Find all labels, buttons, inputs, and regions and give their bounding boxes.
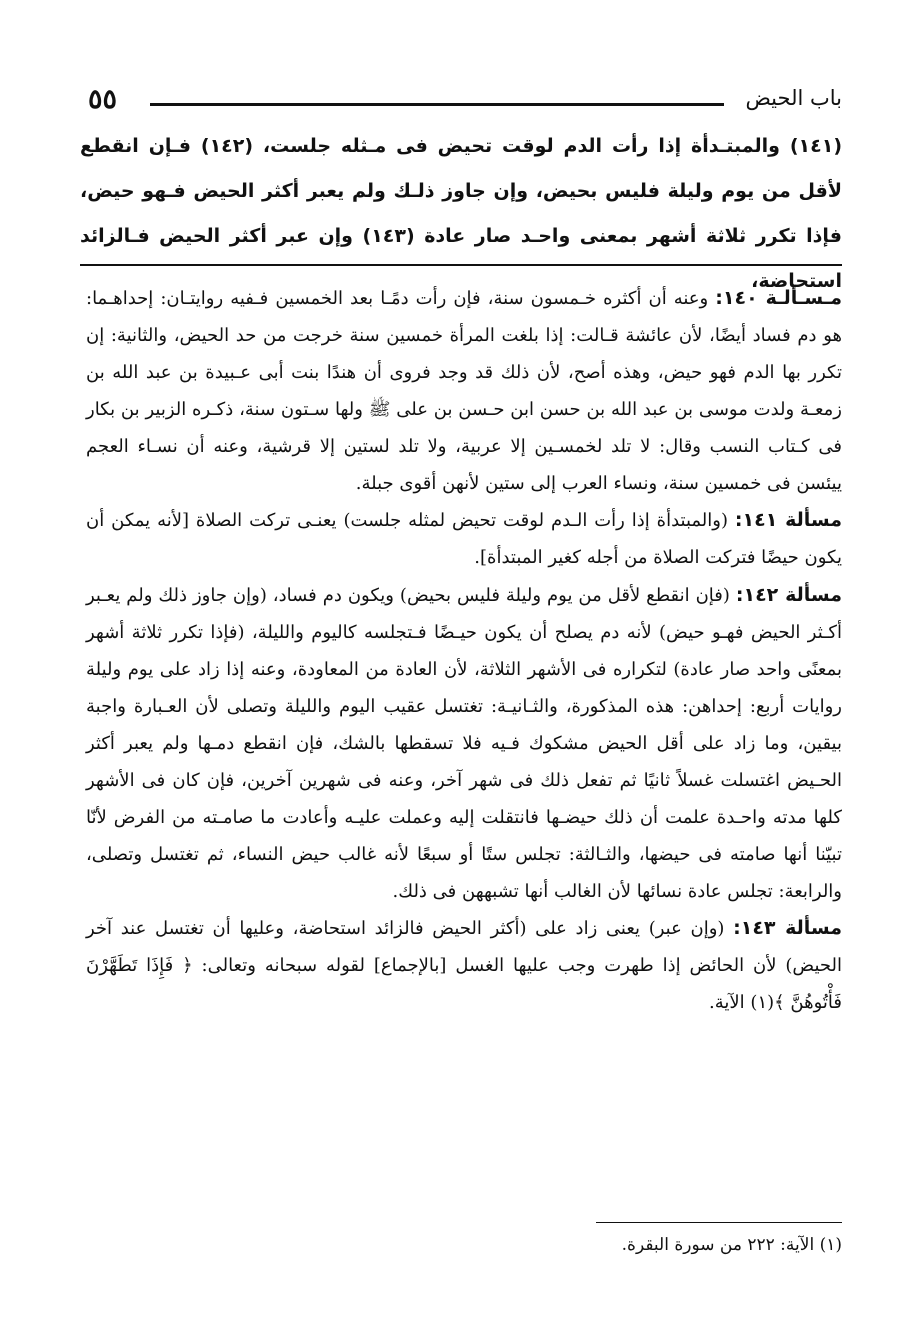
masala-label: مسألة ١٤٣: (733, 917, 842, 940)
masala-label: مـسـألـة ١٤٠: (715, 287, 842, 309)
chapter-title: باب الحيض (745, 86, 842, 110)
matn-text: (١٤١) والمبتـدأة إذا رأت الدم لوقت تحيض فى مـثله جلست، (١٤٢) فـإن انقطع لأقل من يوم وليلة فليس بحيض، وإن جاوز ذلـك ولم يعبر أكثر الحيض فـهو حيض، فإذا تكرر ثلاثة أشهر بمعنى واحـد صار عادة (١٤٣) وإن عبر أكثر الحيض فـالزائد استحاضة، (80, 135, 842, 292)
header-rule (150, 103, 724, 106)
masala-label: مسألة ١٤١: (734, 509, 842, 532)
masala-text: وعنه أن أكثره خـمسون سنة، فإن رأت دمًـا بعد الخمسين فـفيه روايتـان: إحداهـما: هو دم فساد أيضًا، لأن عائشة قـالت: إذا بلغت المرأة خمسين سنة خرجت من حد الحيض، والثانية: إن تكرر بها الدم فهو حيض، وهذه أصح، لأن ذلك قد وجد فروى أن هندًا بنت أبى عـبيدة بن عبد الله بن زمعـة ولدت موسى بن عبد الله بن حسن ابن حـسن بن على ﷺ ولها سـتون سنة، ذكـره الزبير بن بكار فى كـتاب النسب وقال: لا تلد لخمسـين إلا عربية، ولا تلد لستين إلا قرشية، وعنه أن نسـاء العجم ييئسن فى خمسين سنة، ونساء العرب إلى ستين لأنهن أقوى جبلة. (86, 288, 842, 494)
masala-140 (86, 280, 842, 502)
masala-text: (وإن عبر) يعنى زاد على (أكثر الحيض فالزائد استحاضة، وعليها أن تغتسل عند آخر الحيض) لأن الحائض إذا طهرت وجب عليها الغسل [بالإجماع] لقوله سبحانه وتعالى: ﴿ فَإِذَا تَطَهَّرْنَ فَأْتُوهُنَّ ﴾(١) الآية. (86, 918, 842, 1014)
matn-separator (80, 264, 842, 266)
masala-141 (86, 502, 842, 577)
running-header (88, 84, 842, 118)
commentary (86, 280, 842, 1022)
footnote: (١) الآية: ٢٢٢ من سورة البقرة. (621, 1235, 842, 1255)
footnote-separator (596, 1222, 842, 1223)
masala-143 (86, 910, 842, 1022)
page-number: ٥٥ (88, 84, 118, 115)
masala-142 (86, 577, 842, 910)
masala-text: (والمبتدأة إذا رأت الـدم لوقت تحيض لمثله جلست) يعنـى تركت الصلاة [لأنه يمكن أن يكون حيضًا فتركت الصلاة من أجله كغير المبتدأة]. (86, 510, 842, 569)
masala-label: مسألة ١٤٢: (735, 584, 842, 607)
masala-text: (فإن انقطع لأقل من يوم وليلة فليس بحيض) ويكون دم فساد، (وإن جاوز ذلك ولم يعـبر أكـثر الحيض فهـو حيض) لأنه دم يصلح أن يكون حيـضًا فـتجلسه كاليوم والليلة، (فإذا تكرر ثلاثة أشهر بمعنًى واحد صار عادة) لتكراره فى الأشهر الثلاثة، لأن العادة من المعاودة، وعنه إذا زاد على يوم وليلة روايات أربع: إحداهن: هذه المذكورة، والثـانيـة: تغتسل عقيب اليوم والليلة وتصلى لأن العـبارة واجبة بيقين، وما زاد على أقل الحيض مشكوك فـيه فلا تسقطها بالشك، فإن انقطع دمـها ولم يعبر أكثر الحـيض اغتسلت غسلاً ثانيًا ثم تفعل ذلك فى شهر آخر، وعنه فى شهرين آخرين، فإن كان فى الأشهر كلها مدته واحـدة علمت أن ذلك حيضـها فانتقلت إليه وعملت عليـه وأعادت ما صامـته من الفرض لأنّا تبيّنا أنها صامته فى حيضها، والثـالثة: تجلس ستًا أو سبعًا لأنه غالب حيض النساء، ثم تغتسل وتصلى، والرابعة: تجلس عادة نسائها لأن الغالب أنها تشبههن فى ذلك. (86, 585, 842, 902)
